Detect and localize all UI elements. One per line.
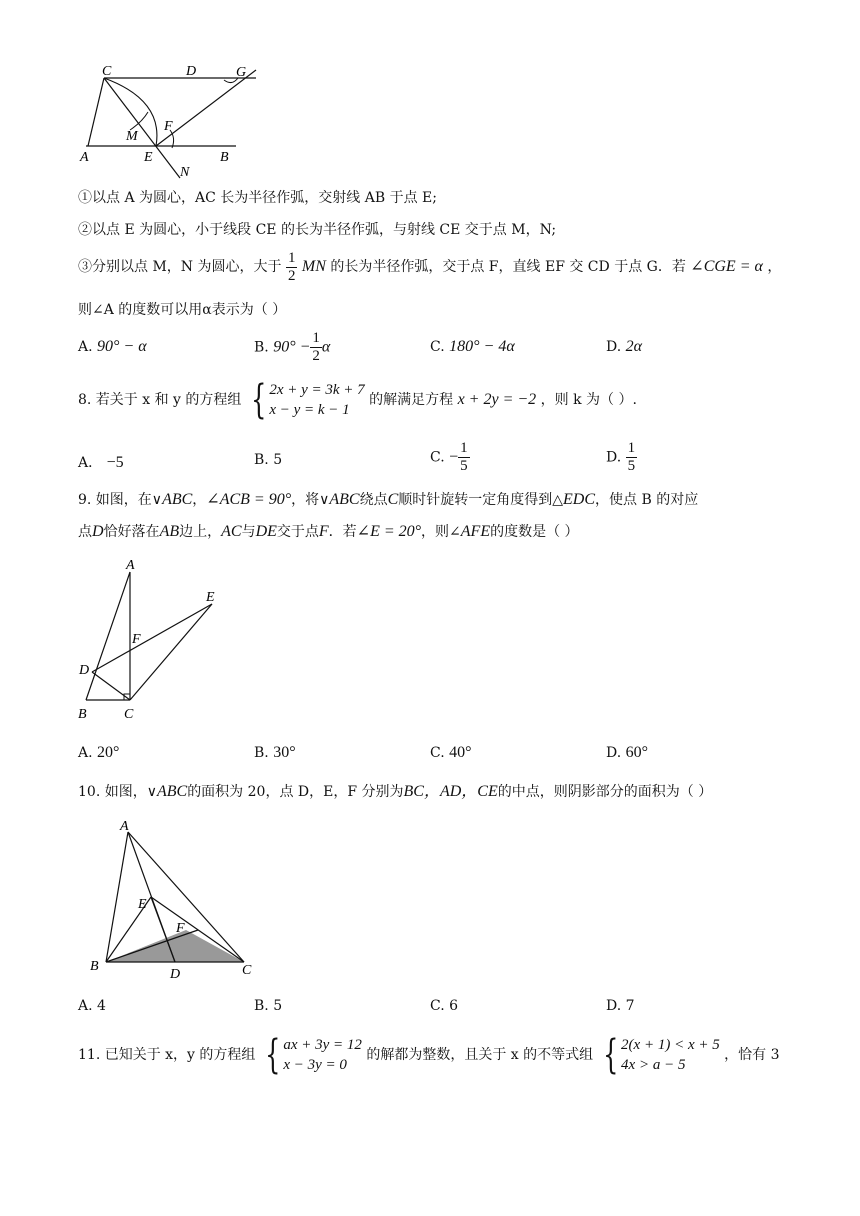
- fig7-label-b: B: [220, 150, 229, 165]
- fig9-label-c: C: [124, 707, 134, 722]
- q7-step2: ②以点 E 为圆心，小于线段 CE 的长为半径作弧，与射线 CE 交于点 M，N;: [78, 222, 557, 238]
- q7-option-c[interactable]: C. 180° − 4α: [430, 338, 515, 355]
- fig9-label-e: E: [206, 590, 215, 605]
- q8-option-a[interactable]: A． −5: [78, 454, 124, 471]
- q8-equation: x + 2y = −2: [457, 391, 537, 408]
- q11-inequality-system: { 2(x + 1) < x + 5 4x > a − 5: [602, 1032, 720, 1078]
- q10-option-c[interactable]: C. 6: [430, 998, 459, 1014]
- q7-option-d[interactable]: D. 2α: [606, 338, 643, 355]
- q7-step1: ①以点 A 为圆心，AC 长为半径作弧，交射线 AB 于点 E;: [78, 190, 437, 206]
- q10-option-d[interactable]: D. 7: [606, 998, 635, 1014]
- q8-question: 8. 若关于 x 和 y 的方程组 { 2x + y = 3k + 7 x − y = k − 1 的解满足方程 x + 2y = −2 ，则 k 为（ ）.: [78, 377, 637, 423]
- fig7-label-a: A: [80, 150, 89, 165]
- q7-option-a[interactable]: A. 90° − α: [78, 338, 147, 355]
- fig10-label-f: F: [176, 921, 185, 936]
- q10-figure: [84, 814, 264, 984]
- q9-option-a[interactable]: A. 20°: [78, 744, 120, 761]
- fig10-label-b: B: [90, 959, 99, 974]
- q7-figure: [76, 60, 276, 180]
- fig9-label-f: F: [132, 632, 141, 647]
- q7-step3-a: ③分别以点 M，N 为圆心，大于: [78, 259, 282, 275]
- q10-question: 10. 如图，∨ABC的面积为 20，点 D，E，F 分别为BC，AD，CE的中点，则阴影部分的面积为（ ）: [78, 783, 713, 800]
- fig10-label-c: C: [242, 963, 252, 978]
- q9-figure: [72, 556, 232, 726]
- q9-question-line2: 点D恰好落在AB边上，AC与DE交于点F．若∠E = 20°，则∠AFE的度数是（ ）: [78, 523, 579, 540]
- fig10-label-d: D: [170, 967, 181, 982]
- q7-step3-fraction: $\frac{1}{2}$: [287, 249, 296, 284]
- q9-option-b[interactable]: B. 30°: [254, 744, 296, 761]
- q7-step4: 则∠A 的度数可以用α表示为（ ）: [78, 302, 287, 318]
- fig7-label-d: D: [186, 64, 197, 79]
- q8-option-b[interactable]: B. 5: [254, 452, 283, 468]
- q8-option-c[interactable]: C. − $\frac{1}{5}$: [430, 440, 468, 474]
- q8-equation-system: { 2x + y = 3k + 7 x − y = k − 1: [250, 377, 365, 423]
- q9-option-d[interactable]: D. 60°: [606, 744, 649, 761]
- fig7-label-c: C: [102, 64, 112, 79]
- q7-option-b[interactable]: B. 90° − $\frac{1}{2}$ α: [254, 330, 331, 364]
- fig10-label-a: A: [120, 819, 129, 834]
- fig9-label-d: D: [79, 663, 90, 678]
- q9-question-line1: 9. 如图，在∨ABC，∠ACB = 90°，将∨ABC绕点C顺时针旋转一定角度得到△EDC，使点 B 的对应: [78, 491, 699, 508]
- q9-option-c[interactable]: C. 40°: [430, 744, 472, 761]
- fig7-label-f: F: [164, 119, 173, 134]
- q10-option-b[interactable]: B. 5: [254, 998, 283, 1014]
- fig10-label-e: E: [138, 897, 147, 912]
- fig7-label-e: E: [144, 150, 153, 165]
- q7-step3-c: ，: [767, 259, 782, 275]
- fig7-label-n: N: [180, 165, 190, 180]
- q11-question: 11. 已知关于 x，y 的方程组 { ax + 3y = 12 x − 3y = 0 的解都为整数，且关于 x 的不等式组 { 2(x + 1) < x + 5 4x > a − 5 ，恰有 3: [78, 1032, 780, 1078]
- q8-option-d[interactable]: D. $\frac{1}{5}$: [606, 440, 636, 474]
- q7-step3-angle: ∠CGE = α: [690, 258, 763, 275]
- q10-option-a[interactable]: A. 4: [78, 998, 106, 1014]
- q11-equation-system: { ax + 3y = 12 x − 3y = 0: [264, 1032, 362, 1078]
- q7-step3-mn: MN: [301, 258, 326, 275]
- fig7-label-g: G: [236, 65, 247, 80]
- fig7-label-m: M: [126, 129, 138, 144]
- q7-step3-b: 的长为半径作弧，交于点 F，直线 EF 交 CD 于点 G．若: [330, 259, 686, 275]
- fig9-label-a: A: [126, 558, 135, 573]
- q7-step3: [78, 248, 781, 286]
- fig9-label-b: B: [78, 707, 87, 722]
